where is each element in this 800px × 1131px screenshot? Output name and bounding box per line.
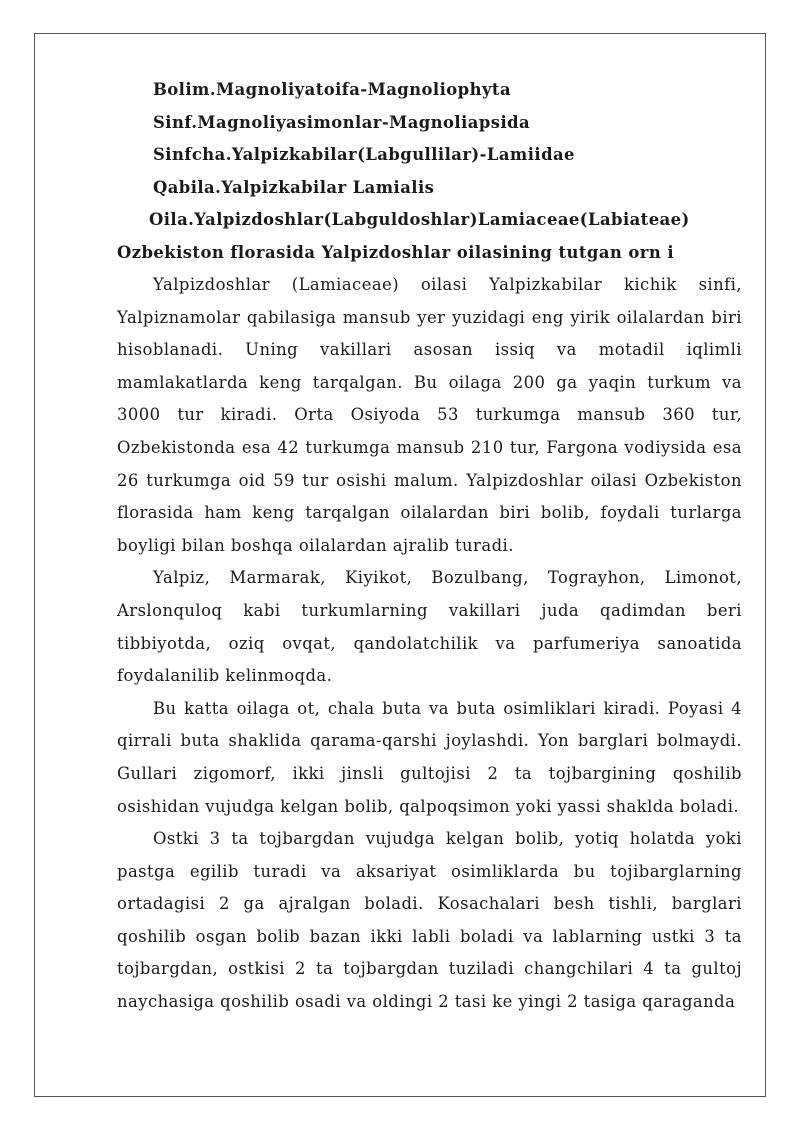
paragraph: Yalpizdoshlar (Lamiaceae) oilasi Yalpizkabilar kichik sinfi, Yalpiznamolar qabilasiga mansub yer yuzidagi eng yirik oilalardan biri hisoblanadi. Uning vakillari asosan issiq va motadil iqlimli mamlakatlarda keng tarqalgan. Bu oilaga 200 ga yaqin turkum va 3000 tur kiradi. Orta Osiyoda 53 turkumga mansub 360 tur, Ozbekistonda esa 42 turkumga mansub 210 tur, Fargona vodiysida esa 26 turkumga oid 59 tur osishi malum. Yalpizdoshlar oilasi Ozbekiston florasida ham keng tarqalgan oilalardan biri bolib, foydali turlarga boyligi bilan boshqa oilalardan ajralib turadi. <box>117 275 742 555</box>
heading-subclass: Sinfcha.Yalpizkabilar(Labgullilar)-Lamiidae <box>153 145 575 164</box>
heading-order: Qabila.Yalpizkabilar Lamialis <box>153 177 435 197</box>
document-body <box>117 74 742 1019</box>
paragraph: Ostki 3 ta tojbargdan vujudga kelgan bolib, yotiq holatda yoki pastga egilib turadi va aksariyat osimliklarda bu tojibarglarning ortadagisi 2 ga ajralgan boladi. Kosachalari besh tishli, barglari qoshilib osgan bolib bazan ikki labli boladi va lablarning ustki 3 ta tojbargdan, ostkisi 2 ta tojbargdan tuziladi changchilari 4 ta gultoj naychasiga qoshilib osadi va oldingi 2 tasi ke yingi 2 tasiga qaraganda <box>117 829 742 1012</box>
heading-family: Oila.Yalpizdoshlar(Labguldoshlar)Lamiaceae(Labiateae) <box>149 210 690 229</box>
section-title: Ozbekiston florasida Yalpizdoshlar oilasining tutgan orn i <box>117 242 675 262</box>
paragraph: Bu katta oilaga ot, chala buta va buta osimliklari kiradi. Poyasi 4 qirrali buta shaklida qarama-qarshi joylashdi. Yon barglari bolmaydi. Gullari zigomorf, ikki jinsli gultojisi 2 ta tojbargining qoshilib osishidan vujudga kelgan bolib, qalpoqsimon yoki yassi shaklda boladi. <box>117 698 742 816</box>
heading-class: Sinf.Magnoliyasimonlar-Magnoliapsida <box>153 112 531 132</box>
heading-division: Bolim.Magnoliyatoifa-Magnoliophyta <box>153 80 512 99</box>
paragraph: Yalpiz, Marmarak, Kiyikot, Bozulbang, Tograyhon, Limonot, Arslonquloq kabi turkumlarning vakillari juda qadimdan beri tibbiyotda, oziq ovqat, qandolatchilik va parfumeriya sanoatida foydalanilib kelinmoqda. <box>117 568 742 686</box>
